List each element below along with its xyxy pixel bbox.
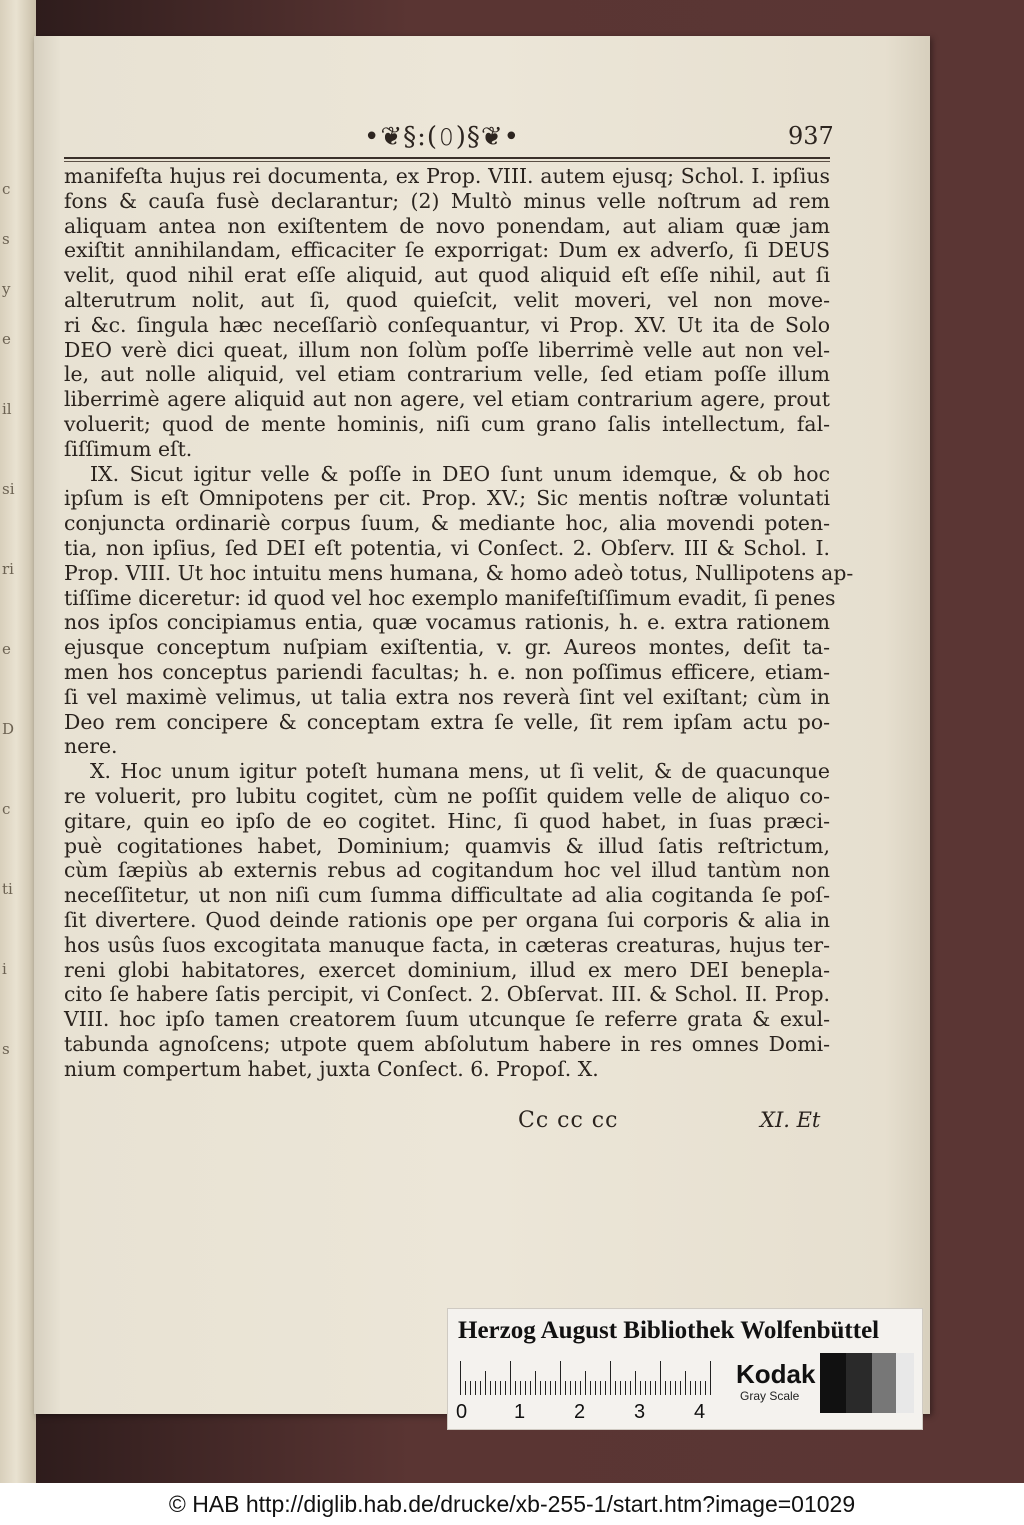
ruler-digit: 0 xyxy=(456,1401,468,1423)
text-line: ſit divertere. Quod deinde rationis ope per organa ſui corporis & alia in xyxy=(64,907,830,932)
ruler-tick xyxy=(705,1381,706,1395)
gray-swatch-light xyxy=(896,1353,914,1413)
ruler-tick xyxy=(510,1361,511,1395)
ruler-tick xyxy=(695,1381,696,1395)
text-line: velit, quod nihil erat eſſe aliquid, aut quod aliquid eſt eſſe nihil, aut ſi xyxy=(64,263,830,288)
adjacent-page-edge: c s y e il si ri e D c ti i s xyxy=(0,0,36,1483)
ruler-tick xyxy=(550,1381,551,1395)
ruler-tick xyxy=(660,1361,661,1395)
ruler-tick xyxy=(710,1361,711,1395)
text-line: ipſum is eſt Omnipotens per cit. Prop. XV.; Sic mentis noſtræ voluntati xyxy=(64,486,830,511)
ruler-tick xyxy=(475,1381,476,1395)
text-line: neceſſitetur, ut non niſi cum ſumma difficultate ad alia cogitanda ſe poſ- xyxy=(64,883,830,908)
header-rule-thin xyxy=(64,161,830,162)
head-ornament: •❦§:(𝟶)§❦• xyxy=(364,122,520,152)
ruler-tick xyxy=(640,1381,641,1395)
text-line: ejusque conceptum nuſpiam exiſtentia, v. gr. Aureos montes, deſit ta- xyxy=(64,635,830,660)
text-line: tiſſime diceretur: id quod vel hoc exemplo manifeſtiſſimum evadit, ſi penes xyxy=(64,585,836,610)
header-rule xyxy=(64,157,830,159)
ruler-tick xyxy=(490,1381,491,1395)
ruler-tick xyxy=(580,1381,581,1395)
ruler-tick xyxy=(595,1381,596,1395)
ruler-tick xyxy=(675,1381,676,1395)
ruler-tick xyxy=(690,1381,691,1395)
text-line: cùm ſæpiùs ab externis rebus ad cogitandum hoc vel illud tantùm non xyxy=(64,858,830,883)
text-line: nium compertum habet, juxta Conſect. 6. Propoſ. X. xyxy=(64,1056,599,1081)
ruler-tick xyxy=(635,1371,636,1395)
text-line: tia, non ipſius, ſed DEI eſt potentia, vi Conſect. 2. Obſerv. III & Schol. I. xyxy=(64,535,830,560)
ruler-digit: 2 xyxy=(574,1401,586,1423)
ruler-tick xyxy=(700,1381,701,1395)
ruler-tick xyxy=(630,1381,631,1395)
ruler-tick xyxy=(600,1381,601,1395)
paragraph-start-line: X. Hoc unum igitur poteſt humana mens, ut ſi velit, & de quacunque xyxy=(90,759,830,784)
catchword: XI. Et xyxy=(760,1108,821,1132)
text-line: conjuncta ordinariè corpus ſuum, & mediante hoc, alia movendi poten- xyxy=(64,511,830,536)
text-line: voluerit; quod de mente hominis, niſi cum grano ſalis intellectum, fal- xyxy=(64,411,830,436)
text-line: exiſtit annihilandam, efficaciter ſe exporrigat: Dum ex adverſo, ſi DEUS xyxy=(64,238,830,263)
body-text xyxy=(64,164,854,1081)
ruler-tick xyxy=(540,1381,541,1395)
text-line: ſiſſimum eſt. xyxy=(64,436,193,461)
copyright-bar xyxy=(0,1483,1024,1525)
ruler-tick xyxy=(575,1381,576,1395)
text-line: DEO verè dici queat, illum non ſolùm poſſe liberrimè velle aut non vel- xyxy=(64,337,830,362)
ruler-tick xyxy=(645,1381,646,1395)
text-line: alterutrum nolit, aut ſi, quod quieſcit, velit moveri, vel non move- xyxy=(64,287,830,312)
ruler-tick xyxy=(625,1381,626,1395)
ruler-digit: 3 xyxy=(634,1401,646,1423)
ruler-tick xyxy=(505,1381,506,1395)
kodak-logo: Kodak xyxy=(736,1359,816,1389)
paragraph-start-line: IX. Sicut igitur velle & poſſe in DEO ſunt unum idemque, & ob hoc xyxy=(90,461,830,486)
text-line: fons & cauſa fusè declarantur; (2) Multò minus velle noſtrum ad rem xyxy=(64,188,830,213)
ruler-tick xyxy=(680,1381,681,1395)
ruler-tick xyxy=(605,1381,606,1395)
ruler-tick xyxy=(530,1381,531,1395)
text-line: cito ſe habere ſatis percipit, vi Conſect. 2. Obſervat. III. & Schol. II. Prop. xyxy=(64,982,830,1007)
text-line: VIII. hoc ipſo tamen creatorem ſuum utcunque ſe referre grata & exul- xyxy=(64,1007,830,1032)
ruler-tick xyxy=(500,1381,501,1395)
text-line: gitare, quin eo ipſo de eo cogitet. Hinc, ſi quod habet, in ſuas præci- xyxy=(64,808,830,833)
ruler-digit: 1 xyxy=(514,1401,526,1423)
ruler-tick xyxy=(515,1381,516,1395)
gray-scale-label: Gray Scale xyxy=(740,1389,800,1403)
text-line: men hos conceptus pariendi facultas; h. e. non poſſimus efficere, etiam- xyxy=(64,659,830,684)
copyright-text: © HAB http://diglib.hab.de/drucke/xb-255-1/start.htm?image=01029 xyxy=(168,1490,856,1517)
text-line: manifeſta hujus rei documenta, ex Prop. VIII. autem ejusq; Schol. I. ipſius xyxy=(64,164,830,188)
ruler-tick xyxy=(485,1371,486,1395)
text-line: reni globi habitatores, exercet dominium, illud ex mero DEI benepla- xyxy=(64,957,830,982)
text-line: le, aut nolle aliquid, vel etiam contrarium velle, ſed etiam poſſe illum xyxy=(64,362,830,387)
ruler-tick xyxy=(560,1361,561,1395)
text-line: Prop. VIII. Ut hoc intuitu mens humana, & homo adeò totus, Nullipotens ap- xyxy=(64,560,854,585)
ruler-tick xyxy=(585,1371,586,1395)
running-head xyxy=(34,120,930,160)
ruler-tick xyxy=(610,1361,611,1395)
book-page xyxy=(34,36,930,1414)
text-line: Deo rem concipere & conceptam extra ſe velle, ſit rem ipſam actu po- xyxy=(64,709,830,734)
text-line: aliquam antea non exiſtentem de novo ponendam, aut aliam quæ jam xyxy=(64,213,830,238)
text-line: ſi vel maximè velimus, ut talia extra nos reverà ſint vel exiſtant; cùm in xyxy=(64,684,830,709)
ruler-tick xyxy=(495,1381,496,1395)
ruler-tick xyxy=(670,1381,671,1395)
ruler-tick xyxy=(465,1381,466,1395)
scale-ruler xyxy=(460,1359,710,1395)
text-line: tabunda agnoſcens; utpote quem abſolutum habere in res omnes Domi- xyxy=(64,1031,830,1056)
ruler-tick xyxy=(470,1381,471,1395)
text-line: puè cogitationes habet, Dominium; quamvis & illud ſatis reſtrictum, xyxy=(64,833,830,858)
ruler-tick xyxy=(525,1381,526,1395)
ruler-tick xyxy=(655,1381,656,1395)
text-line: nere. xyxy=(64,734,118,759)
ruler-tick xyxy=(535,1371,536,1395)
text-line: re voluerit, pro lubitu cogitet, cùm ne poſſit quidem velle de aliquo co- xyxy=(64,783,830,808)
library-color-stamp xyxy=(447,1308,923,1430)
ruler-tick xyxy=(665,1381,666,1395)
ruler-tick xyxy=(460,1361,461,1395)
ruler-tick xyxy=(590,1381,591,1395)
ruler-tick xyxy=(565,1381,566,1395)
ruler-tick xyxy=(615,1381,616,1395)
ruler-tick xyxy=(570,1381,571,1395)
ruler-tick xyxy=(520,1381,521,1395)
ruler-tick xyxy=(620,1381,621,1395)
text-line: liberrimè agere aliquid aut non agere, vel etiam contrarium agere, prout xyxy=(64,387,830,412)
ruler-tick xyxy=(545,1381,546,1395)
ruler-tick xyxy=(650,1381,651,1395)
page-number: 937 xyxy=(788,122,834,150)
ruler-digit: 4 xyxy=(694,1401,706,1423)
stamp-title: Herzog August Bibliothek Wolfenbüttel xyxy=(458,1317,880,1344)
text-line: nos ipſos concipiamus entia, quæ vocamus rationis, h. e. extra rationem xyxy=(64,610,830,635)
ruler-tick xyxy=(685,1371,686,1395)
ruler-tick xyxy=(480,1381,481,1395)
text-line: hos usûs ſuos excogitata manuque facta, in cæteras creaturas, hujus ter- xyxy=(64,932,830,957)
signature-mark: Cc cc cc xyxy=(518,1108,619,1133)
ruler-tick xyxy=(555,1381,556,1395)
text-line: ri &c. ſingula hæc neceſſariò conſequantur, vi Prop. XV. Ut ita de Solo xyxy=(64,312,830,337)
